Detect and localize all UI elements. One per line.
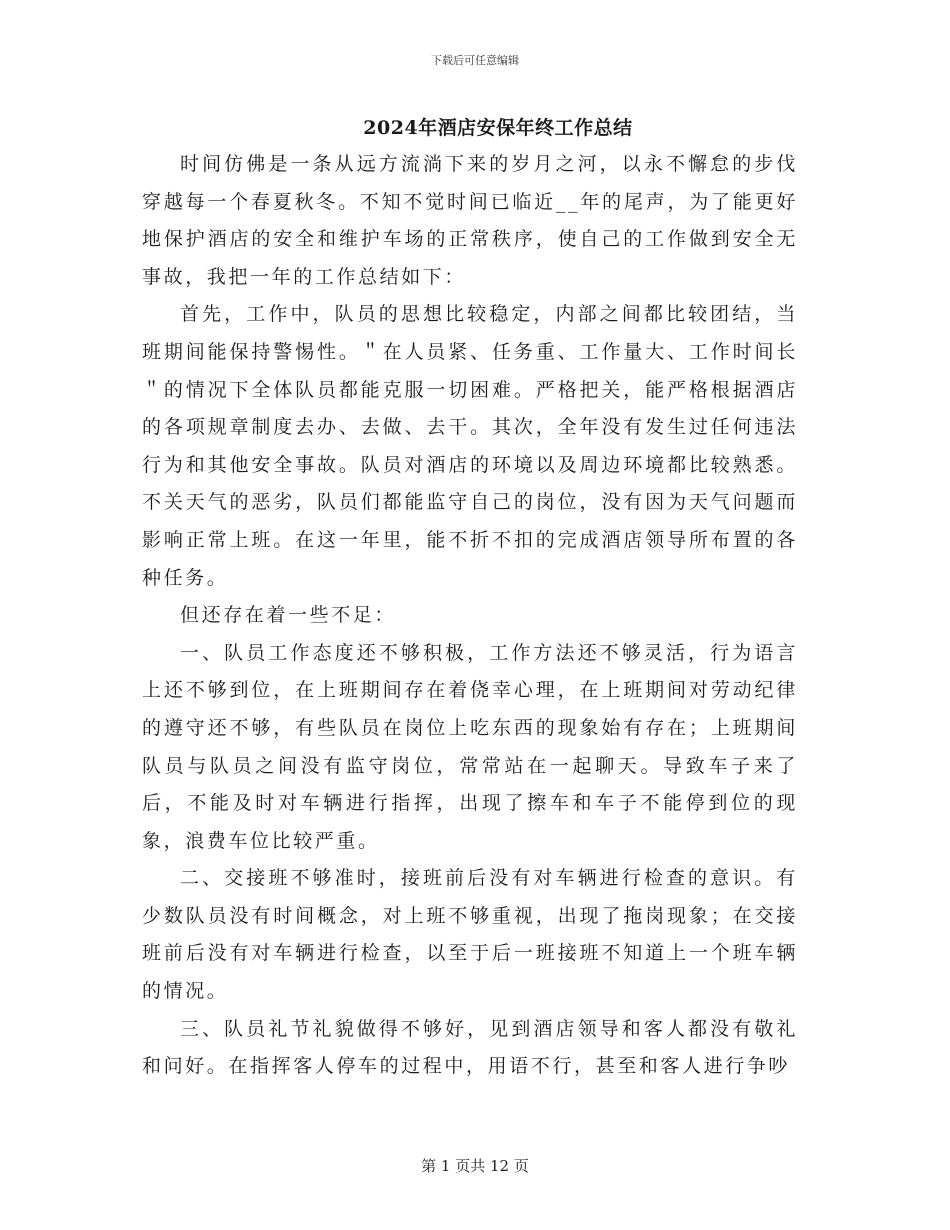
document-body bbox=[142, 146, 798, 1086]
paragraph-shortcoming-3: 三、队员礼节礼貌做得不够好，见到酒店领导和客人都没有敬礼和问好。在指挥客人停车的过程中，用语不行，甚至和客人进行争吵 bbox=[142, 1017, 798, 1078]
header-note: 下载后可任意编辑 bbox=[431, 54, 519, 67]
paragraph-shortcoming-2: 二、交接班不够准时，接班前后没有对车辆进行检查的意识。有少数队员没有时间概念，对上班不够重视，出现了拖岗现象；在交接班前后没有对车辆进行检查，以至于后一班接班不知道上一个班车辆的情况。 bbox=[142, 867, 798, 1003]
document-title: 2024年酒店安保年终工作总结 bbox=[363, 117, 633, 139]
paragraph-shortcomings-heading: 但还存在着一些不足： bbox=[180, 604, 397, 627]
paragraph-achievements: 首先，工作中，队员的思想比较稳定，内部之间都比较团结，当班期间能保持警惕性。＂在人员紧、任务重、工作量大、工作时间长＂的情况下全体队员都能克服一切困难。严格把关，能严格根据酒店的各项规章制度去办、去做、去干。其次，全年没有发生过任何违法行为和其他安全事故。队员对酒店的环境以及周边环境都比较熟悉。不关天气的恶劣，队员们都能监守自己的岗位，没有因为天气问题而影响正常上班。在这一年里，能不折不扣的完成酒店领导所布置的各种任务。 bbox=[142, 303, 798, 589]
paragraph-intro: 时间仿佛是一条从远方流淌下来的岁月之河，以永不懈怠的步伐穿越每一个春夏秋冬。不知不觉时间已临近__年的尾声，为了能更好地保护酒店的安全和维护车场的正常秩序，使自己的工作做到安全无事故，我把一年的工作总结如下： bbox=[142, 153, 798, 288]
paragraph-shortcoming-1: 一、队员工作态度还不够积极，工作方法还不够灵活，行为语言上还不够到位，在上班期间存在着侥幸心理，在上班期间对劳动纪律的遵守还不够，有些队员在岗位上吃东西的现象始有存在；上班期间队员与队员之间没有监守岗位，常常站在一起聊天。导致车子来了后，不能及时对车辆进行指挥，出现了擦车和车子不能停到位的现象，浪费车位比较严重。 bbox=[142, 641, 798, 852]
page-number: 第 1 页共 12 页 bbox=[421, 1157, 529, 1175]
